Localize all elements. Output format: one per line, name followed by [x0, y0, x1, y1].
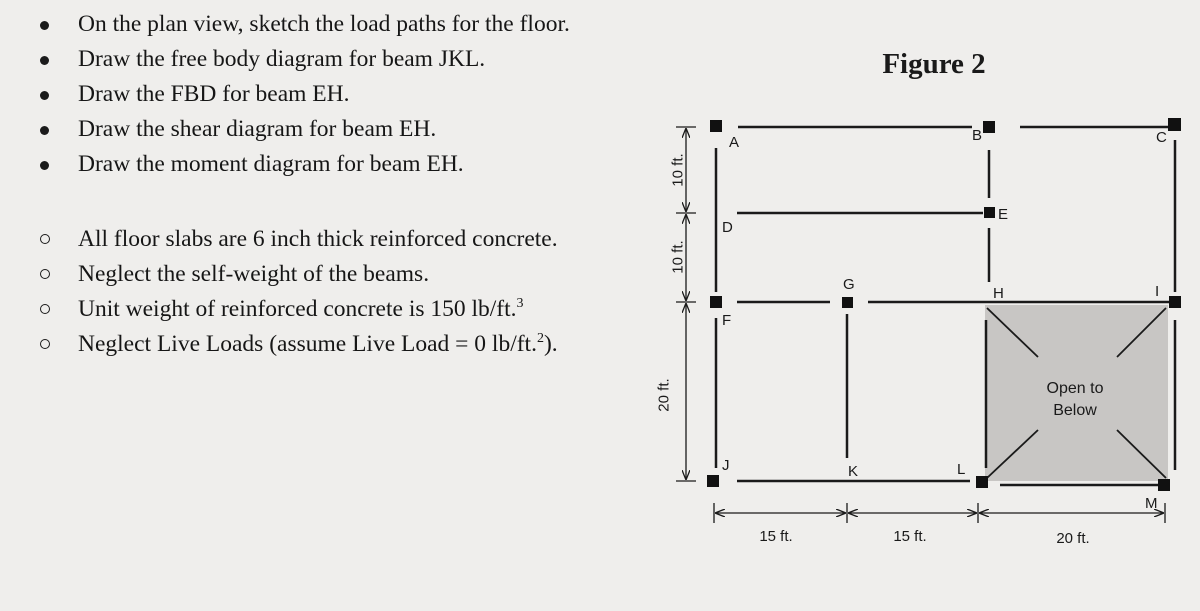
column-a	[710, 120, 722, 132]
column-l	[976, 476, 988, 488]
dimension-label: 20 ft.	[1056, 530, 1090, 547]
column-g	[842, 297, 853, 308]
node-label-j: J	[722, 457, 730, 474]
node-label-a: A	[729, 134, 740, 151]
note-live-load: Neglect Live Loads (assume Live Load = 0 lb/ft.	[78, 331, 537, 357]
node-label-m: M	[1145, 495, 1158, 512]
column-f	[710, 296, 722, 308]
node-label-k: K	[848, 463, 859, 480]
figure-title: Figure 2	[882, 48, 986, 80]
note-slab: All floor slabs are 6 inch thick reinforced concrete.	[78, 226, 558, 252]
node-label-d: D	[722, 219, 733, 236]
open-label-line1: Open to	[1046, 380, 1104, 397]
node-label-h: H	[993, 285, 1004, 302]
horizontal-dimension	[714, 503, 1165, 523]
column-j	[707, 475, 719, 487]
column-e	[984, 207, 995, 218]
superscript: 2	[536, 331, 544, 347]
note-self-weight: Neglect the self-weight of the beams.	[78, 261, 430, 287]
column-m	[1158, 479, 1170, 491]
task-text: Draw the moment diagram for beam EH.	[78, 151, 464, 177]
task-text: Draw the shear diagram for beam EH.	[78, 116, 437, 142]
task-text: Draw the FBD for beam EH.	[78, 81, 350, 107]
open-label-line2: Below	[1053, 402, 1097, 419]
node-label-g: G	[843, 276, 855, 293]
dimension-label: 10 ft.	[669, 240, 687, 274]
note-live-load-end: ).	[543, 331, 558, 357]
node-label-l: L	[957, 461, 966, 478]
dimension-label: 15 ft.	[893, 528, 927, 545]
column-c	[1168, 118, 1181, 131]
dimension-label: 20 ft.	[655, 378, 673, 412]
node-label-f: F	[722, 312, 732, 329]
dimension-label: 10 ft.	[669, 153, 687, 187]
node-label-e: E	[998, 206, 1009, 223]
node-label-b: B	[972, 127, 983, 144]
superscript: 3	[516, 296, 524, 312]
node-label-i: I	[1155, 283, 1160, 300]
task-text: Draw the free body diagram for beam JKL.	[78, 46, 486, 72]
column-b	[983, 121, 995, 133]
note-unit-weight: Unit weight of reinforced concrete is 150 lb/ft.	[78, 296, 517, 322]
column-i	[1169, 296, 1181, 308]
task-text: On the plan view, sketch the load paths for the floor.	[78, 11, 570, 37]
dimension-label: 15 ft.	[759, 528, 793, 545]
node-label-c: C	[1156, 129, 1167, 146]
